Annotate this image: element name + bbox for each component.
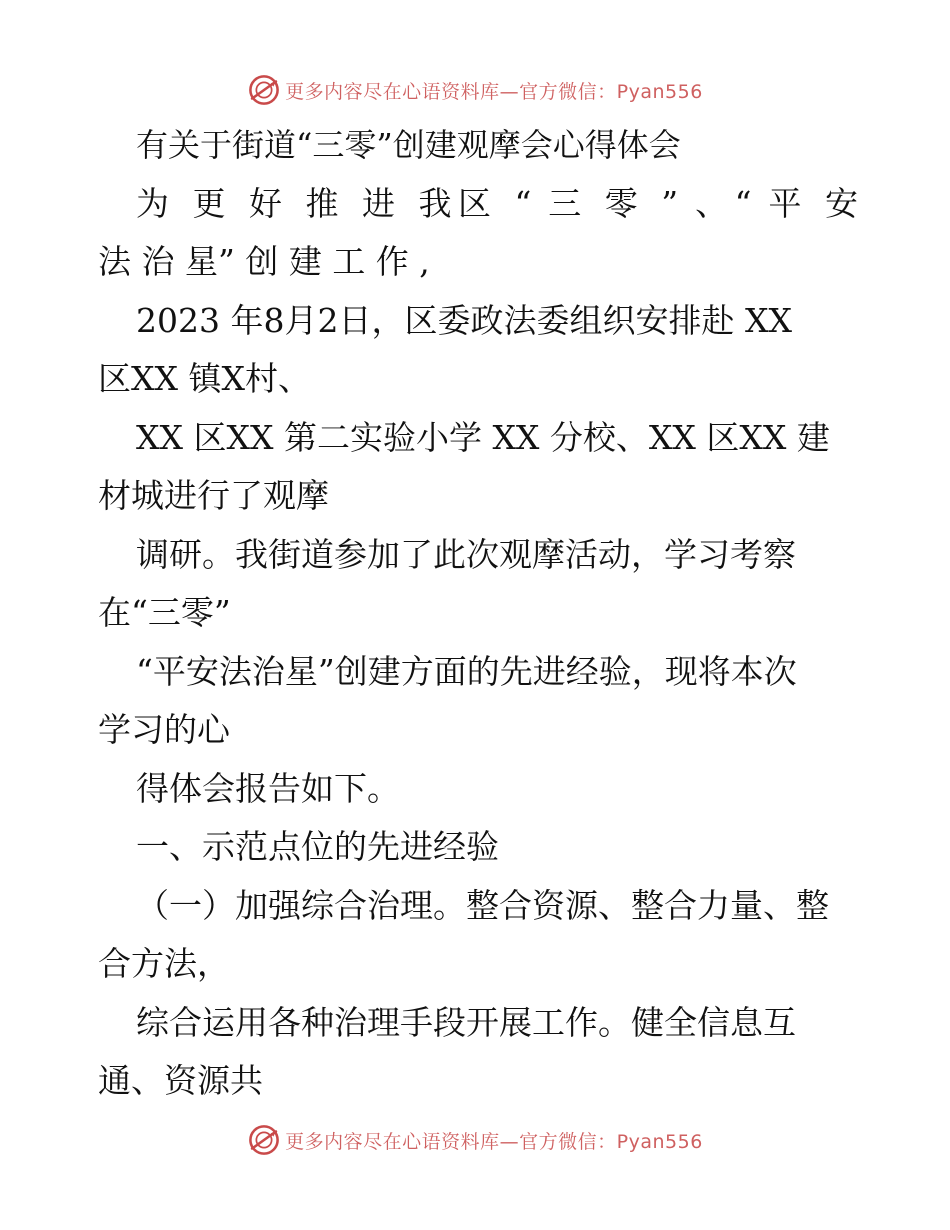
paragraph-line: （一）加强综合治理。整合资源、整合力量、整 [136, 885, 829, 925]
paragraph-line: 法 治 星” 创 建 工 作 , [98, 242, 430, 281]
section-heading: 一、示范点位的先进经验 [136, 827, 499, 866]
header-watermark [0, 70, 950, 110]
logo-icon [247, 1123, 281, 1157]
paragraph-line: 在“三零” [98, 593, 231, 632]
footer-watermark [0, 1120, 950, 1160]
paragraph-line: 调研。我街道参加了此次观摩活动，学习考察 [136, 534, 796, 574]
paragraph-line: “平安法治星”创建方面的先进经验，现将本次 [136, 651, 797, 691]
watermark-text: 更多内容尽在心语资料库—官方微信：Pyan556 [285, 80, 703, 103]
paragraph-line: 通、资源共 [98, 1061, 263, 1100]
paragraph-line: 为 更 好 推 进 我区 “ 三 零 ” 、“ 平 安 [136, 183, 858, 223]
paragraph-line: 区XX 镇X村、 [98, 359, 311, 398]
paragraph-line: 得体会报告如下。 [136, 768, 400, 808]
watermark-text: 更多内容尽在心语资料库—官方微信：Pyan556 [285, 1130, 703, 1153]
paragraph-line: 综合运用各种治理手段开展工作。健全信息互 [136, 1002, 796, 1042]
paragraph-line: 材城进行了观摩 [98, 476, 329, 515]
paragraph-line: 2023 年8月2日，区委政法委组织安排赴 XX [136, 300, 792, 340]
paragraph-line: 学习的心 [98, 710, 230, 749]
paragraph-line: 合方法， [98, 944, 230, 983]
paragraph-line: XX 区XX 第二实验小学 XX 分校、XX 区XX 建 [136, 417, 830, 457]
document-title: 有关于街道“三零”创建观摩会心得体会 [136, 126, 681, 164]
logo-icon [247, 73, 281, 107]
document-body [98, 116, 858, 1111]
